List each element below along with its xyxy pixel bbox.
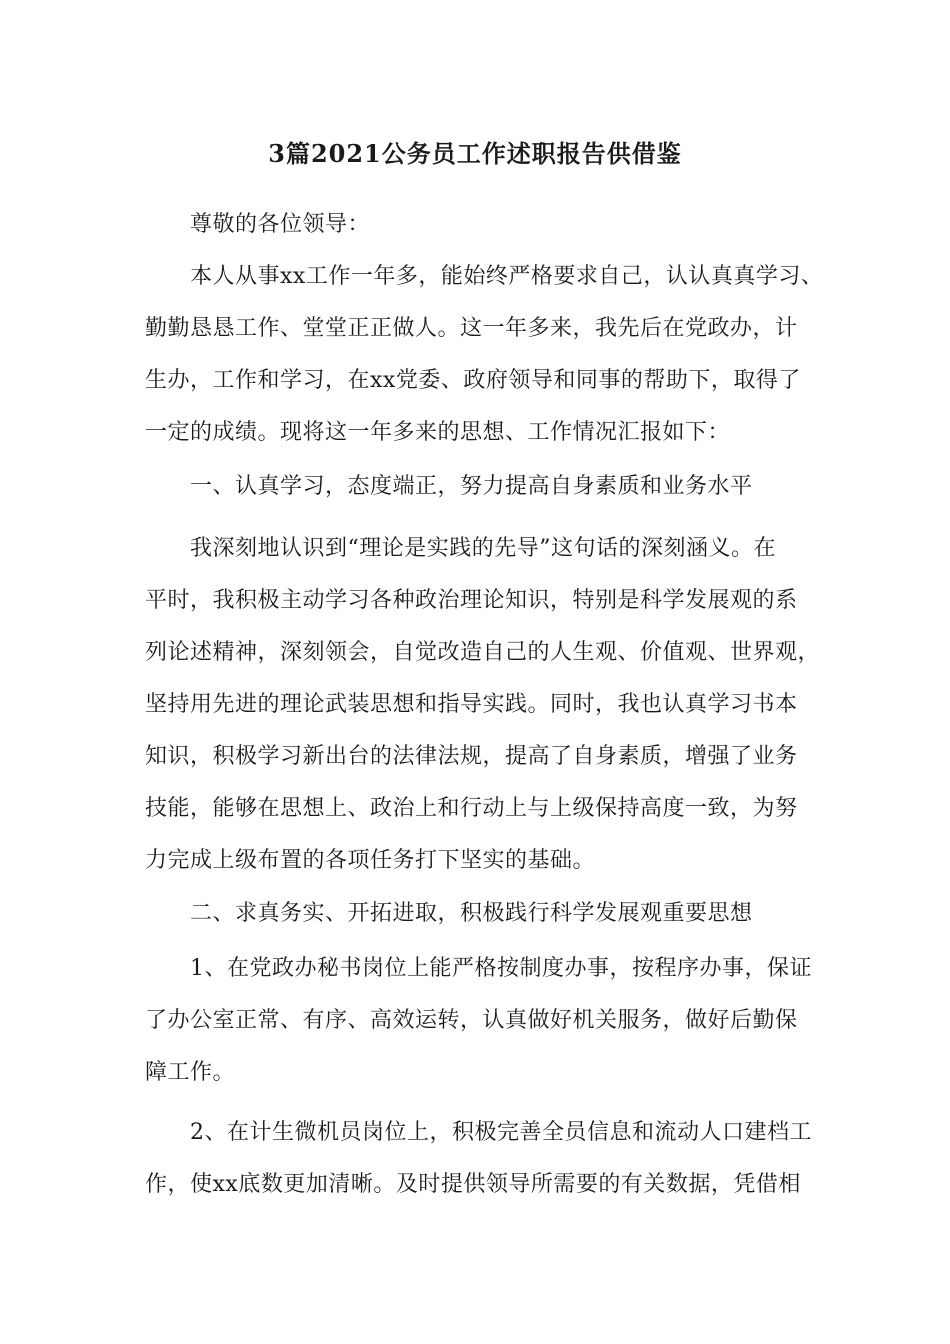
paragraph-theory bbox=[145, 523, 821, 887]
paragraph-line: 1、在党政办秘书岗位上能严格按制度办事，按程序办事，保证 bbox=[190, 956, 812, 981]
paragraph-line: 知识，积极学习新出台的法律法规，提高了自身素质，增强了业务 bbox=[145, 744, 798, 769]
paragraph-line: 坚持用先进的理论武装思想和指导实践。同时，我也认真学习书本 bbox=[145, 692, 798, 717]
salutation bbox=[145, 199, 815, 251]
paragraph-line: 障工作。 bbox=[145, 1060, 236, 1085]
paragraph-line: 平时，我积极主动学习各种政治理论知识，特别是科学发展观的系 bbox=[145, 588, 798, 613]
section-heading-1 bbox=[145, 461, 815, 513]
paragraph-line: 作，使xx底数更加清晰。及时提供领导所需要的有关数据，凭借相 bbox=[145, 1172, 801, 1197]
paragraph-line: 列论述精神，深刻领会，自觉改造自己的人生观、价值观、世界观， bbox=[145, 640, 821, 665]
paragraph-line: 我深刻地认识到“理论是实践的先导”这句话的深刻涵义。在 bbox=[190, 536, 776, 561]
paragraph-intro bbox=[145, 251, 824, 459]
document-title: 3篇2021公务员工作述职报告供借鉴 bbox=[268, 139, 682, 168]
paragraph-line: 生办，工作和学习，在xx党委、政府领导和同事的帮助下，取得了 bbox=[145, 368, 801, 393]
paragraph-line: 技能，能够在思想上、政治上和行动上与上级保持高度一致，为努 bbox=[145, 796, 798, 821]
section-heading-text: 二、求真务实、开拓进取，积极践行科学发展观重要思想 bbox=[190, 901, 753, 926]
salutation-text: 尊敬的各位领导： bbox=[190, 212, 371, 237]
paragraph-item-1 bbox=[145, 943, 815, 1099]
section-heading-2 bbox=[145, 888, 815, 940]
paragraph-item-2 bbox=[145, 1107, 815, 1211]
paragraph-line: 本人从事xx工作一年多，能始终严格要求自己，认认真真学习、 bbox=[190, 264, 824, 289]
section-heading-text: 一、认真学习，态度端正，努力提高自身素质和业务水平 bbox=[190, 474, 753, 499]
paragraph-line: 一定的成绩。现将这一年多来的思想、工作情况汇报如下： bbox=[145, 420, 731, 445]
paragraph-line: 勤勤恳恳工作、堂堂正正做人。这一年多来，我先后在党政办，计 bbox=[145, 316, 798, 341]
paragraph-line: 了办公室正常、有序、高效运转，认真做好机关服务，做好后勤保 bbox=[145, 1008, 798, 1033]
paragraph-line: 力完成上级布置的各项任务打下坚实的基础。 bbox=[145, 848, 596, 873]
paragraph-line: 2、在计生微机员岗位上，积极完善全员信息和流动人口建档工 bbox=[190, 1120, 812, 1145]
